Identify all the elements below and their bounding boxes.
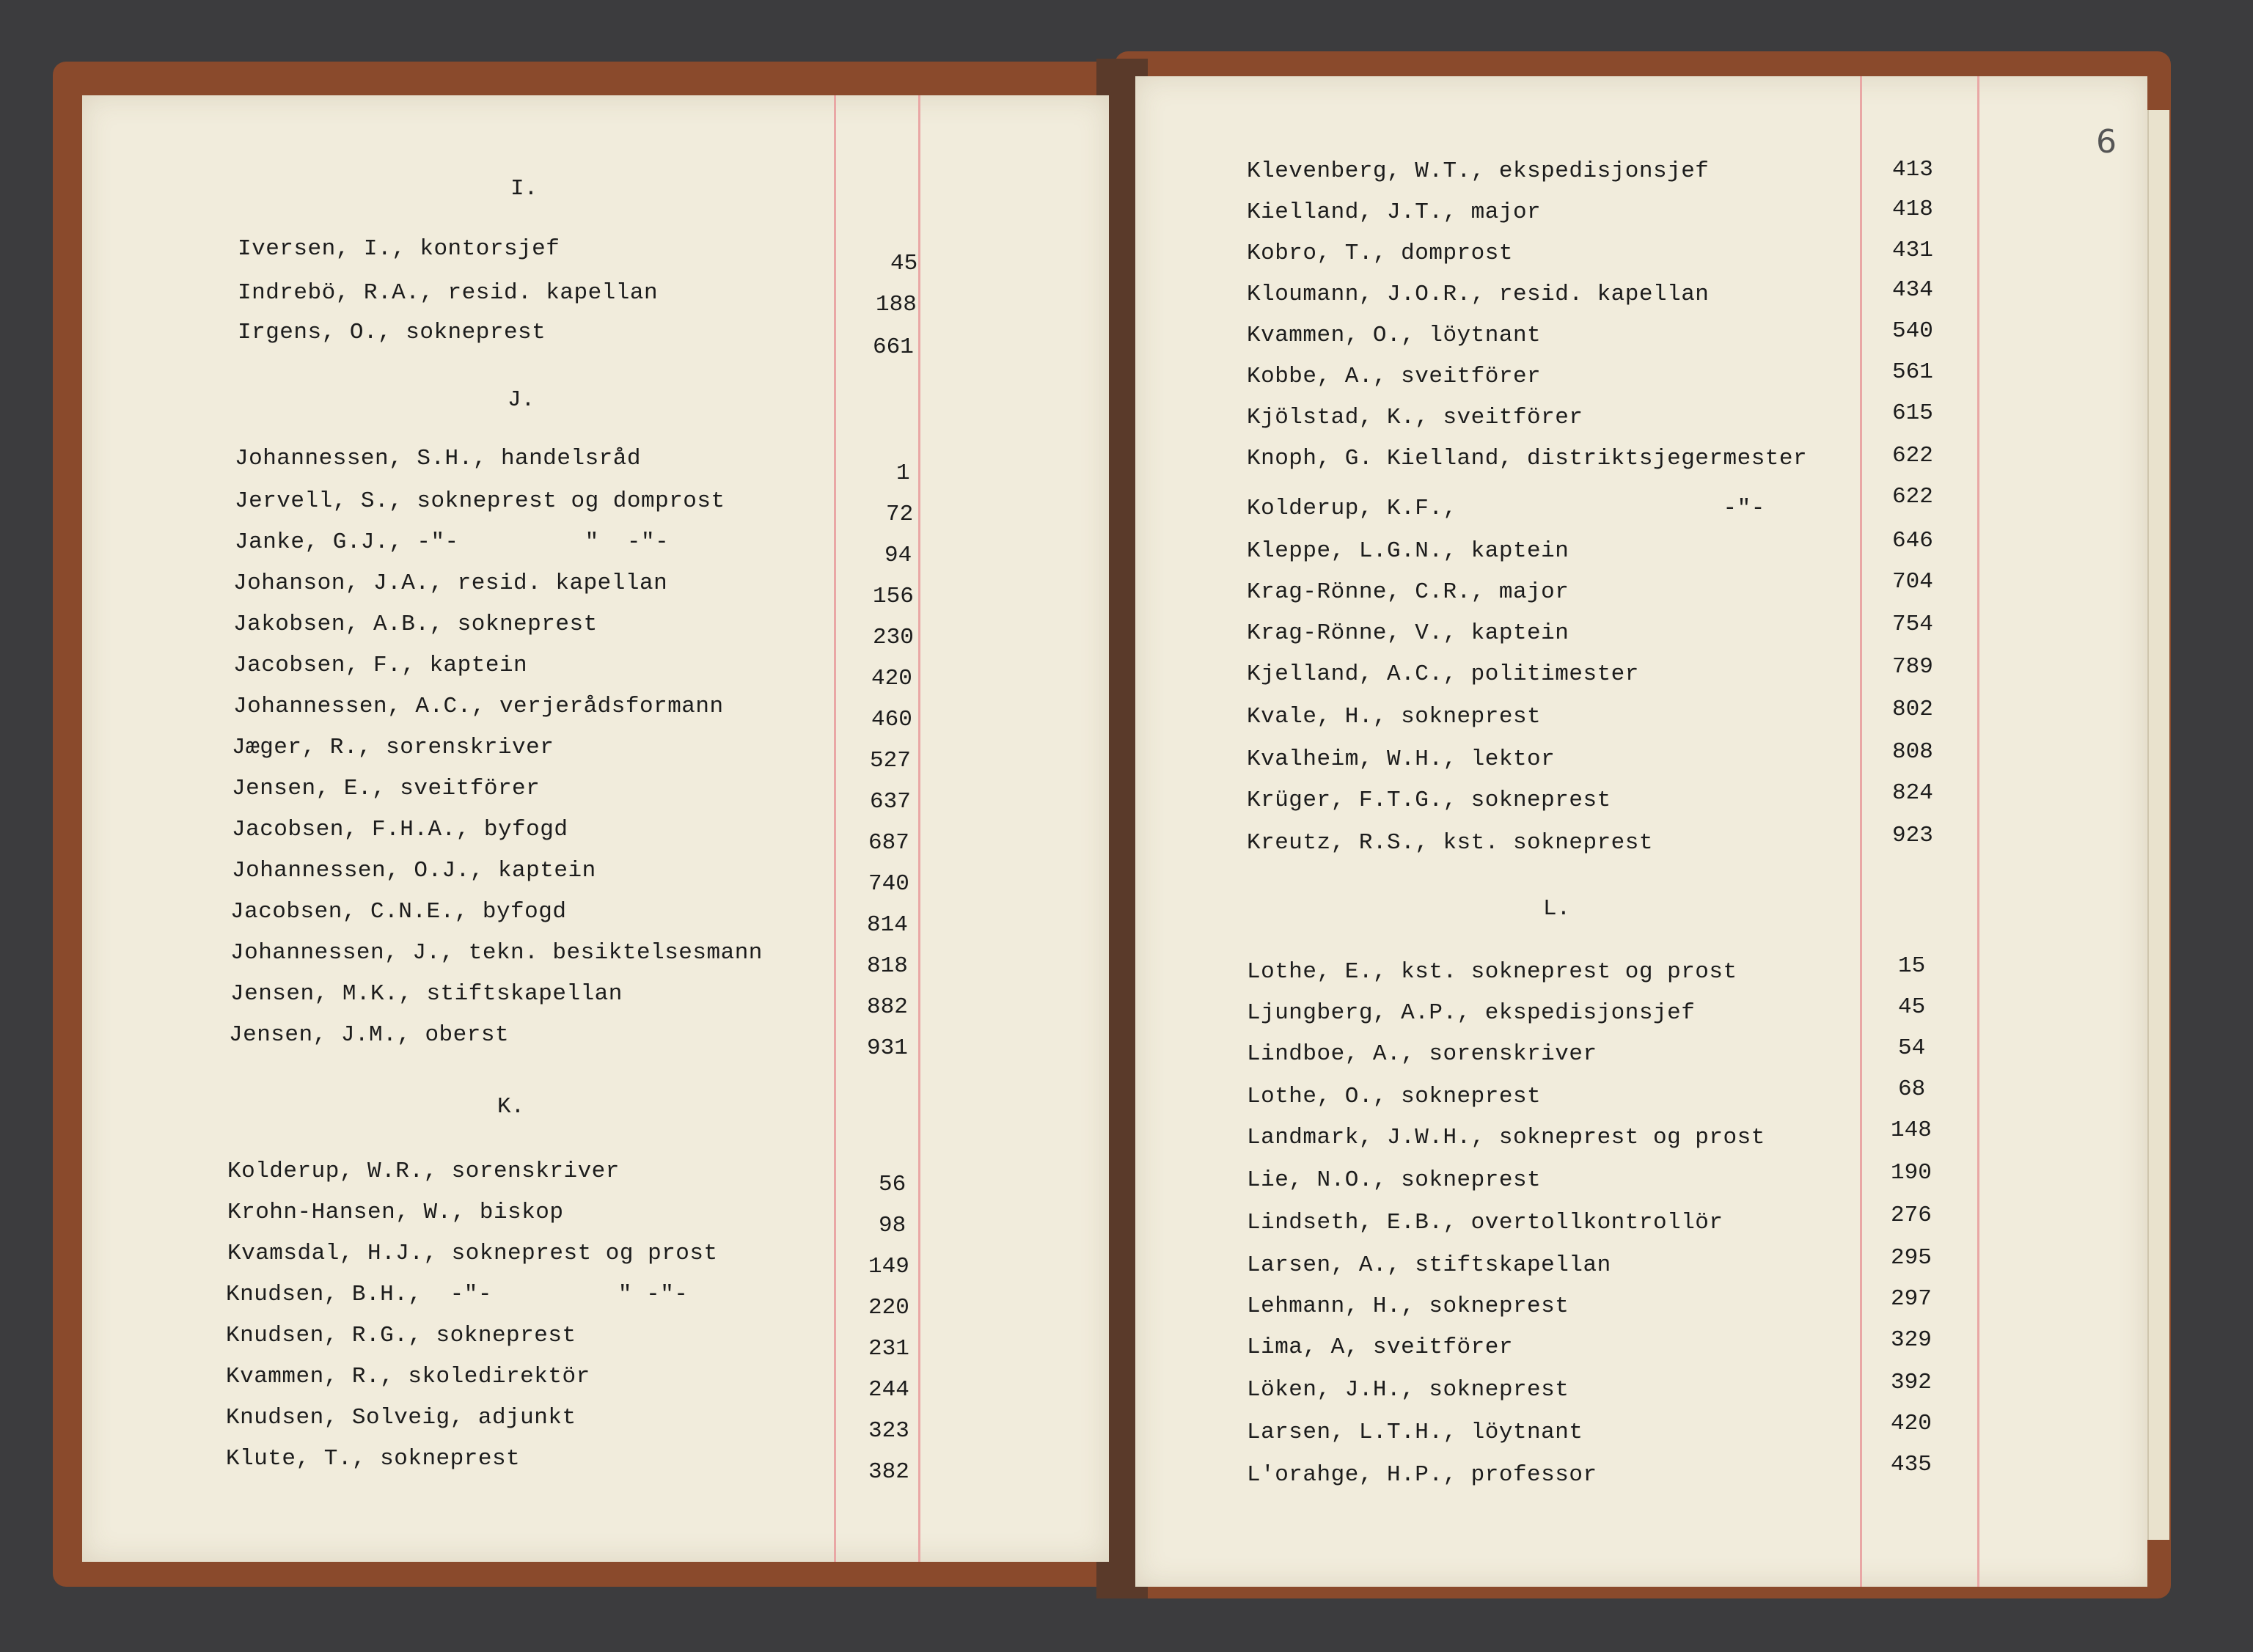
index-entry: Jensen, M.K., stiftskapellan	[230, 981, 623, 1007]
margin-line	[1977, 76, 1979, 1587]
entry-number: 45	[890, 251, 918, 276]
index-entry: Löken, J.H., sokneprest	[1247, 1377, 1569, 1403]
entry-number: 882	[867, 994, 908, 1020]
index-entry: Johannessen, A.C., verjerådsformann	[233, 694, 724, 719]
entry-number: 561	[1892, 359, 1933, 385]
index-entry: Krohn-Hansen, W., biskop	[227, 1200, 564, 1225]
index-entry: Klute, T., sokneprest	[226, 1446, 521, 1472]
entry-number: 740	[868, 871, 909, 897]
entry-number: 814	[867, 912, 908, 938]
entry-number: 434	[1892, 277, 1933, 303]
entry-number: 231	[868, 1336, 909, 1362]
index-entry: Irgens, O., sokneprest	[238, 320, 546, 345]
section-header-k: K.	[497, 1094, 525, 1120]
entry-number: 297	[1891, 1286, 1932, 1312]
entry-number: 148	[1891, 1117, 1932, 1143]
index-entry: Kolderup, W.R., sorenskriver	[227, 1159, 620, 1184]
index-entry: Larsen, A., stiftskapellan	[1247, 1252, 1611, 1278]
index-entry: Jervell, S., sokneprest og domprost	[235, 488, 725, 514]
entry-number: 931	[867, 1035, 908, 1061]
index-entry: Kjelland, A.C., politimester	[1247, 661, 1639, 687]
index-entry: Iversen, I., kontorsjef	[238, 236, 560, 262]
index-entry: Johannessen, J., tekn. besiktelsesmann	[230, 940, 763, 966]
index-entry: Lothe, O., sokneprest	[1247, 1084, 1542, 1109]
entry-number: 637	[870, 789, 911, 815]
index-entry: Larsen, L.T.H., löytnant	[1247, 1420, 1583, 1445]
entry-number: 460	[871, 707, 912, 733]
entry-number: 72	[886, 502, 914, 527]
index-entry: Kobbe, A., sveitförer	[1247, 364, 1542, 389]
page-number: 6	[2096, 123, 2117, 161]
entry-number: 420	[871, 666, 912, 691]
section-header-j: J.	[508, 387, 535, 413]
index-entry: Landmark, J.W.H., sokneprest og prost	[1247, 1125, 1765, 1150]
index-entry: Kvammen, O., löytnant	[1247, 323, 1542, 348]
entry-number: 54	[1898, 1035, 1926, 1061]
index-entry: Knudsen, R.G., sokneprest	[226, 1323, 576, 1348]
index-entry: Johannessen, S.H., handelsråd	[235, 446, 641, 471]
entry-number: 392	[1891, 1370, 1932, 1395]
entry-number: 622	[1892, 443, 1933, 469]
entry-number: 413	[1892, 157, 1933, 183]
entry-number: 923	[1892, 823, 1933, 848]
index-entry: Indrebö, R.A., resid. kapellan	[238, 280, 659, 306]
index-entry: Knudsen, Solveig, adjunkt	[226, 1405, 576, 1431]
index-entry: Johanson, J.A., resid. kapellan	[233, 570, 668, 596]
entry-number: 420	[1891, 1411, 1932, 1436]
index-entry: Jacobsen, F.H.A., byfogd	[232, 817, 568, 842]
index-entry: Lindseth, E.B., overtollkontrollör	[1247, 1210, 1723, 1236]
entry-number: 527	[870, 748, 911, 774]
index-entry: Lima, A, sveitförer	[1247, 1335, 1513, 1360]
entry-number: 789	[1892, 654, 1933, 680]
index-entry: Krag-Rönne, V., kaptein	[1247, 620, 1569, 646]
entry-number: 329	[1891, 1327, 1932, 1353]
entry-number: 704	[1892, 569, 1933, 595]
entry-number: 230	[873, 625, 914, 650]
index-entry: Kolderup, K.F., -"-	[1247, 496, 1765, 521]
index-entry: Knoph, G. Kielland, distriktsjegermester	[1247, 446, 1808, 471]
index-entry: Jakobsen, A.B., sokneprest	[233, 612, 598, 637]
index-entry: Ljungberg, A.P., ekspedisjonsjef	[1247, 1000, 1696, 1026]
entry-number: 220	[868, 1295, 909, 1321]
entry-number: 754	[1892, 612, 1933, 637]
index-entry: Lindboe, A., sorenskriver	[1247, 1041, 1597, 1067]
entry-number: 15	[1898, 953, 1926, 979]
left-page	[82, 95, 1109, 1562]
index-entry: Kreutz, R.S., kst. sokneprest	[1247, 830, 1653, 856]
entry-number: 295	[1891, 1245, 1932, 1271]
entry-number: 156	[873, 584, 914, 609]
index-entry: Jacobsen, F., kaptein	[233, 653, 528, 678]
entry-number: 382	[868, 1459, 909, 1485]
margin-line	[834, 95, 836, 1562]
entry-number: 435	[1891, 1452, 1932, 1477]
entry-number: 1	[896, 460, 910, 486]
entry-number: 149	[868, 1254, 909, 1280]
index-entry: Kvalheim, W.H., lektor	[1247, 746, 1556, 772]
entry-number: 646	[1892, 528, 1933, 554]
entry-number: 94	[884, 543, 912, 568]
section-header-l: L.	[1543, 896, 1571, 922]
entry-number: 188	[876, 292, 917, 317]
index-entry: Kloumann, J.O.R., resid. kapellan	[1247, 282, 1710, 307]
index-entry: Kjölstad, K., sveitförer	[1247, 405, 1583, 430]
index-entry: Kielland, J.T., major	[1247, 199, 1542, 225]
section-header-i: I.	[510, 176, 538, 202]
entry-number: 687	[868, 830, 909, 856]
entry-number: 98	[879, 1213, 906, 1238]
entry-number: 431	[1892, 238, 1933, 263]
page-stack-edge	[2147, 110, 2169, 1540]
entry-number: 622	[1892, 484, 1933, 510]
index-entry: Lothe, E., kst. sokneprest og prost	[1247, 959, 1737, 985]
entry-number: 818	[867, 953, 908, 979]
entry-number: 276	[1891, 1203, 1932, 1228]
index-entry: Janke, G.J., -"- " -"-	[235, 529, 670, 555]
index-entry: Krüger, F.T.G., sokneprest	[1247, 788, 1611, 813]
margin-line	[1860, 76, 1862, 1587]
entry-number: 661	[873, 334, 914, 360]
entry-number: 56	[879, 1172, 906, 1197]
index-entry: Jacobsen, C.N.E., byfogd	[230, 899, 567, 925]
entry-number: 540	[1892, 318, 1933, 344]
entry-number: 824	[1892, 780, 1933, 806]
index-entry: Kvale, H., sokneprest	[1247, 704, 1542, 730]
index-entry: Klevenberg, W.T., ekspedisjonsjef	[1247, 158, 1710, 184]
entry-number: 802	[1892, 697, 1933, 722]
entry-number: 190	[1891, 1160, 1932, 1186]
index-entry: Johannessen, O.J., kaptein	[232, 858, 596, 884]
entry-number: 808	[1892, 739, 1933, 765]
index-entry: Kleppe, L.G.N., kaptein	[1247, 538, 1569, 564]
index-entry: L'orahge, H.P., professor	[1247, 1462, 1597, 1488]
entry-number: 68	[1898, 1076, 1926, 1102]
right-page	[1135, 76, 2147, 1587]
entry-number: 418	[1892, 197, 1933, 222]
index-entry: Lie, N.O., sokneprest	[1247, 1167, 1542, 1193]
index-entry: Lehmann, H., sokneprest	[1247, 1293, 1569, 1319]
entry-number: 45	[1898, 994, 1926, 1020]
index-entry: Knudsen, B.H., -"- " -"-	[226, 1282, 689, 1307]
index-entry: Jensen, E., sveitförer	[232, 776, 541, 801]
margin-line	[918, 95, 920, 1562]
index-entry: Krag-Rönne, C.R., major	[1247, 579, 1569, 605]
entry-number: 323	[868, 1418, 909, 1444]
index-entry: Kvammen, R., skoledirektör	[226, 1364, 590, 1389]
index-entry: Kvamsdal, H.J., sokneprest og prost	[227, 1241, 718, 1266]
entry-number: 615	[1892, 400, 1933, 426]
index-entry: Jæger, R., sorenskriver	[232, 735, 554, 760]
index-entry: Kobro, T., domprost	[1247, 241, 1513, 266]
entry-number: 244	[868, 1377, 909, 1403]
index-entry: Jensen, J.M., oberst	[229, 1022, 510, 1048]
